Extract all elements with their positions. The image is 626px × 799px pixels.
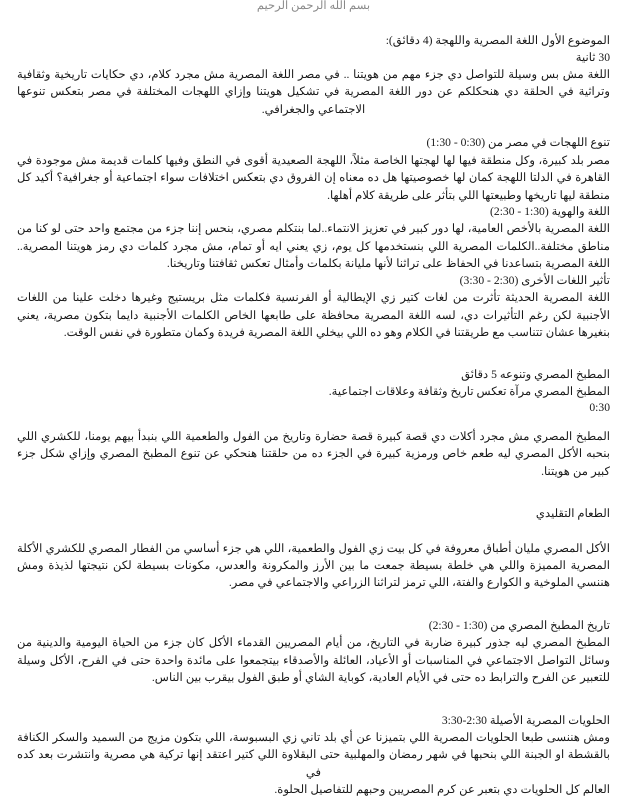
section-paragraph: المطبخ المصري مش مجرد أكلات دي قصة كبيرة قصة حضارة وتاريخ من الفول والطعمية اللي بنبدأ بيهم يومنا، للكشري اللي بنحبه الأكل المصري ليه طعم خاص ورمزية كبيرة في الجزء ده من حلقتنا هنحكي عن تنوع المطبخ المصري وإزاي شكل جزء كبير من هويتنا. <box>17 429 610 478</box>
section-subheading: المطبخ المصري مرآة تعكس تاريخ وثقافة وعلاقات اجتماعية. <box>328 384 610 398</box>
section-paragraph: ومش هننسى طبعا الحلويات المصرية اللي بتميزنا عن أي بلد تاني زي البسبوسة، اللي بتكون مزيج من السميد والسكر الكنافة بالقشطة او الجبنة اللي بنحبها في شهر رمضان والمهلبية حتى البقلاوة اللي كتير اعتقد إنها تركية هي مصرية وانتشرت بعد كده في <box>17 731 610 779</box>
section-language-identity <box>17 204 610 273</box>
section-heading: المطبخ المصري وتنوعه 5 دقائق <box>461 368 610 382</box>
section-heading: تأثير اللغات الأخرى (2:30 - 3:30) <box>459 273 610 287</box>
section-paragraph-continued: العالم كل الحلويات دي بتعبر عن كرم المصريين وحبهم للتفاصيل الحلوة. <box>274 783 610 797</box>
section-other-languages <box>17 273 610 342</box>
section-sweets <box>17 713 610 797</box>
section-heading: الموضوع الأول اللغة المصرية واللهجة (4 دقائق): <box>385 34 610 47</box>
section-egyptian-cuisine <box>17 367 610 480</box>
section-paragraph: اللغة المصرية بالأخص العامية، لها دور كبير في تعزيز الانتماء..لما بنتكلم مصري، بنحس إننا جزء من مجتمع واحد حتى لو كنا من مناطق مختلفة..الكلمات المصرية اللي بنستخدمها كل يوم، زي يعني ايه أو تمام، مش مجرد كلمات دي رمز هويتنا المصرية.. اللغة المصرية بتساعدنا في الحفاظ على تراثنا لأنها مليانة بكلمات وأمثال تعكس ثقافتنا وتاريخنا. <box>17 222 610 271</box>
section-heading: اللغة والهوية (1:30 - 2:30) <box>490 204 610 218</box>
section-paragraph: اللغة المصرية الحديثة تأثرت من لغات كتير زي الإيطالية أو الفرنسية فكلمات مثل بريستيج وغيرها دخلت علينا من اللغات الأجنبية لكن رغم التأثيرات دي، لسه اللغة المصرية محافظة على طابعها الخاص الكلمات الأجنبية دايما بتكون مصرية، يعني بنغيرها عشان تتناسب مع طريقتنا في الكلام وهو ده اللي بيخلي اللغة المصرية فريدة وكمان متطورة في نفس الوقت. <box>17 291 610 339</box>
section-heading: تاريخ المطبخ المصري من (1:30 - 2:30) <box>428 618 610 632</box>
document-content <box>17 0 610 797</box>
section-heading: تنوع اللهجات في مصر من (0:30 - 1:30) <box>426 136 610 150</box>
section-heading: الطعام التقليدي <box>535 507 610 521</box>
section-paragraph: مصر بلد كبيرة، وكل منطقة فيها لها لهجتها الخاصة مثلاً، اللهجة الصعيدية أقوى في النطق وفيها كلمات قديمة مش موجودة في القاهرة في الدلتا اللهجة كمان لها خصوصيتها هل ده معناه إن الفروق دي بتعكس اختلافات سواء اجتماعية أو جغرافية؟ أكيد كل منطقة ليها تاريخها وطبيعتها اللي بتأثر على طريقة كلام أهلها. <box>17 153 610 202</box>
section-traditional-food <box>17 506 610 592</box>
section-dialect-variety <box>17 135 610 204</box>
section-paragraph: المطبخ المصري ليه جذور كبيرة ضاربة في التاريخ، من أيام المصريين القدماء الأكل كان جزء من الحياة اليومية والدينية من وسائل التواصل الاجتماعي في المناسبات أو الأعياد، العائلة والأصدقاء بيتجمعوا على مائدة واحدة حتى في الفرح، الأكل وسيلة للتعبير عن الفرح والترابط ده حتى في الأيام العادية، كوباية الشاي أو طبق الفول بيقرب بين الناس. <box>17 636 610 685</box>
section-paragraph: الأكل المصري مليان أطباق معروفة في كل بيت زي الفول والطعمية، اللي هي جزء أساسي من الفطار المصري للكشري الأكلة المصرية المميزة واللي هي خلطة بسيطة جمعت ما بين الأرز والمكرونة والعدس، مكونات بسيطة لكن نتيجتها لذيذة ومش هننسي الملوخية و الكوارع والفتة، اللي ترمز لتراثنا الزراعي والاجتماعي في مصر. <box>17 541 610 590</box>
section-cuisine-history <box>17 618 610 687</box>
section-language-dialect <box>17 33 610 118</box>
section-heading: الحلويات المصرية الأصيلة 2:30-3:30 <box>441 713 610 727</box>
section-timestamp: 30 ثانية <box>575 50 610 64</box>
section-paragraph: اللغة مش بس وسيلة للتواصل دي جزء مهم من هويتنا .. في مصر اللغة المصرية مش مجرد كلام، دي حكايات تاريخية وثقافية وتراثية في الحلقة دي هنحكلكم عن دور اللغة المصرية في تشكيل هويتنا وإزاي اللهجات المختلفة في مصر بتعكس تنوعها الاجتماعي والجغرافي. <box>17 68 610 116</box>
section-timestamp: 0:30 <box>589 401 610 415</box>
clipped-header-line: بسم الله الرحمن الرحيم <box>256 0 371 12</box>
